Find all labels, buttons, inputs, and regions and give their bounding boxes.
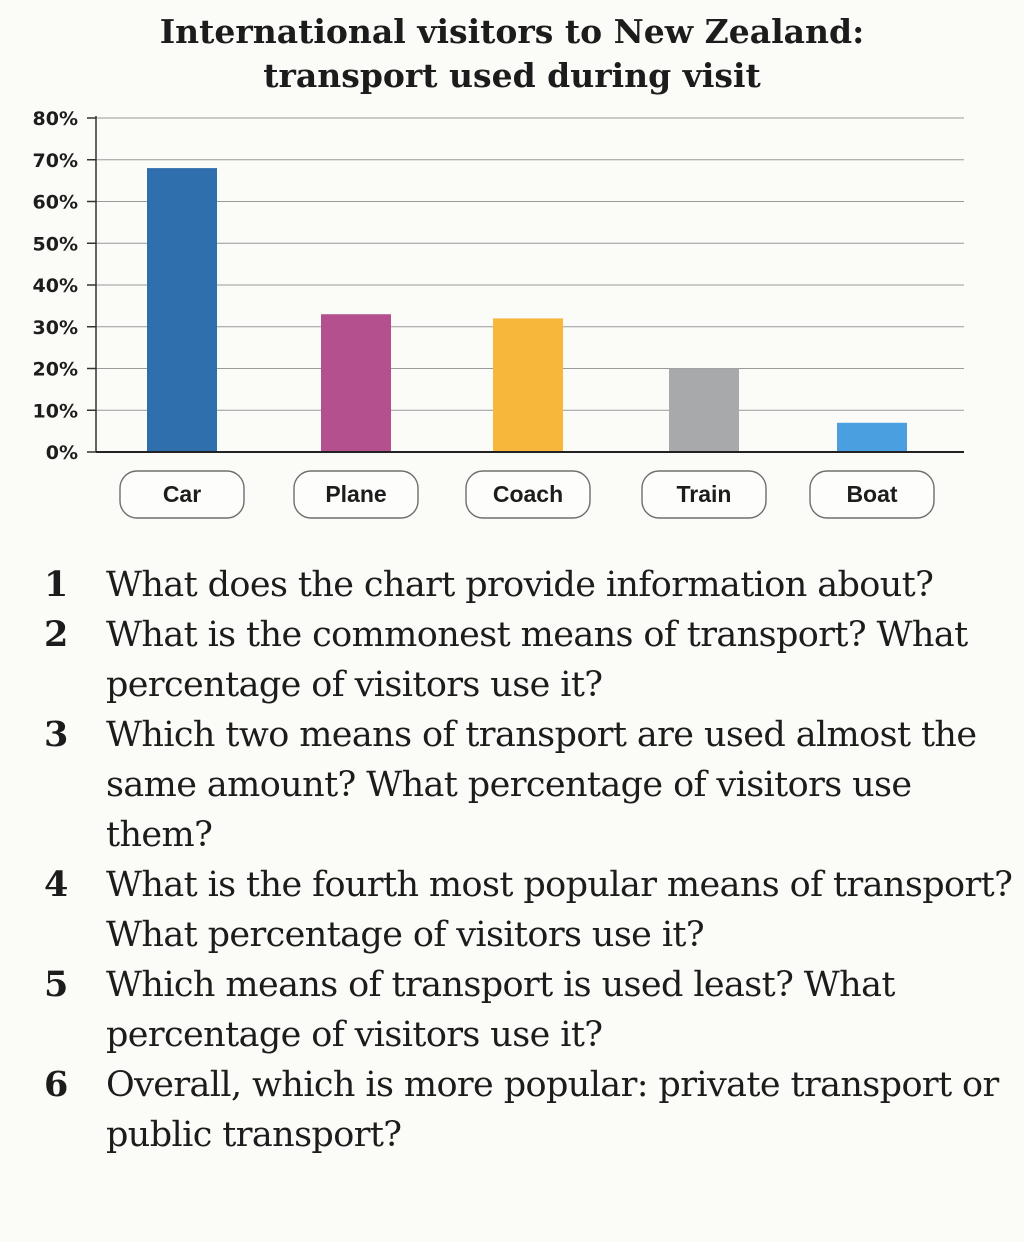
question-item <box>44 560 1014 610</box>
question-text: Overall, which is more popular: private transport or public transport? <box>106 1065 999 1155</box>
y-tick-label: 0% <box>45 442 78 464</box>
question-item <box>44 610 1014 710</box>
question-item <box>44 1060 1014 1160</box>
question-text: Which means of transport is used least? What percentage of visitors use it? <box>106 965 895 1055</box>
category-label: Plane <box>325 481 387 507</box>
category-label: Car <box>162 481 202 507</box>
y-tick-label: 40% <box>32 275 78 297</box>
question-item <box>44 960 1014 1060</box>
y-tick-label: 30% <box>32 316 78 339</box>
question-number: 2 <box>44 614 68 655</box>
bar-plane <box>321 314 391 452</box>
category-label: Train <box>676 481 732 507</box>
question-text: What is the commonest means of transport? What percentage of visitors use it? <box>106 615 968 705</box>
question-number: 4 <box>44 864 68 905</box>
y-tick-label: 50% <box>32 233 78 256</box>
chart-subtitle: transport used during visit <box>263 56 761 95</box>
y-tick-label: 70% <box>32 149 78 172</box>
category-label: Boat <box>846 481 898 507</box>
question-text: What is the fourth most popular means of transport? What percentage of visitors use it? <box>106 865 1013 955</box>
y-tick-label: 10% <box>32 400 78 423</box>
bar-boat <box>837 423 907 452</box>
y-tick-label: 60% <box>32 191 78 214</box>
question-number: 1 <box>44 564 68 605</box>
bar-coach <box>493 318 563 452</box>
category-label: Coach <box>492 481 564 507</box>
question-number: 3 <box>44 714 68 755</box>
y-tick-label: 20% <box>32 358 78 381</box>
question-item <box>44 710 1014 860</box>
bar-train <box>669 369 739 453</box>
question-item <box>44 860 1014 960</box>
question-number: 6 <box>44 1064 68 1105</box>
y-tick-label: 80% <box>32 108 78 130</box>
chart-title-line1: International visitors to New Zealand: <box>159 12 865 51</box>
question-list <box>44 560 1014 1160</box>
bar-car <box>147 168 217 452</box>
question-number: 5 <box>44 964 68 1005</box>
question-text: Which two means of transport are used almost the same amount? What percentage of visitors use them? <box>106 715 977 855</box>
question-text: What does the chart provide information about? <box>106 565 934 605</box>
bar-chart <box>0 0 1024 540</box>
